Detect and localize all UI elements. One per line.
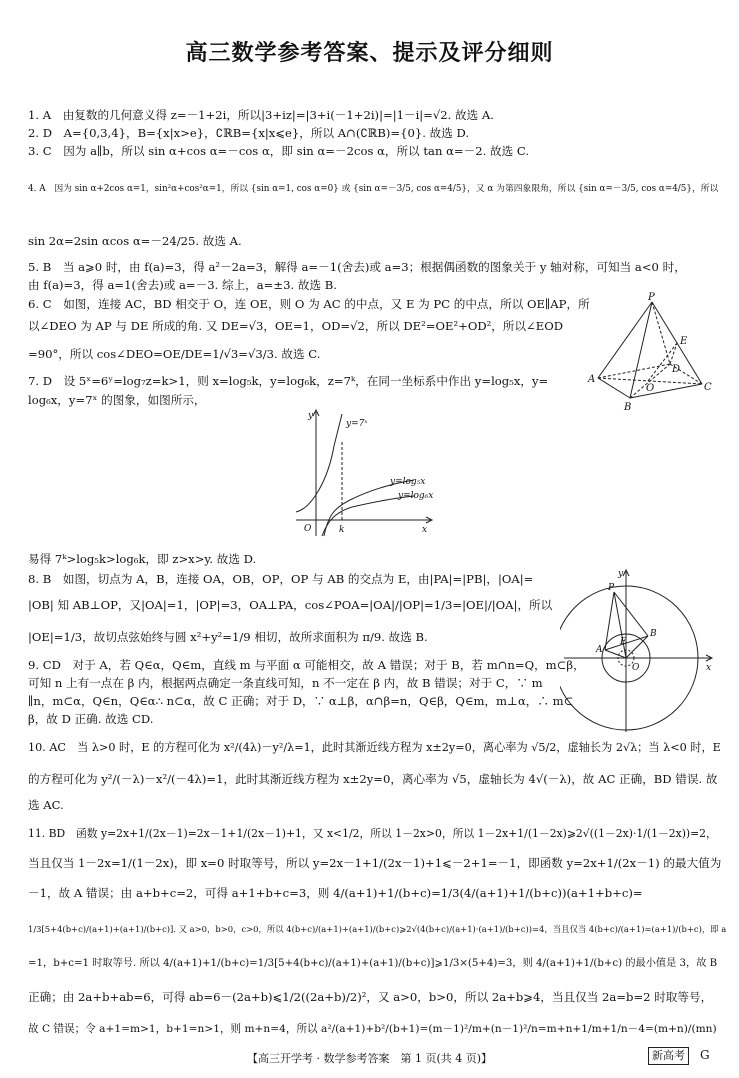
fig6-label-C: C (704, 382, 712, 393)
answer-line-3: 3. C 因为 a∥b，所以 sin α+cos α=－cos α，即 sin α=－2cos α，所以 tan α=－2. 故选 C. (28, 144, 530, 158)
answer-line-6b: 以∠DEO 为 AP 与 DE 所成的角. 又 DE=√3，OE=1，OD=√2，所以 DE²=OE²+OD²，所以∠EOD (28, 319, 564, 333)
fig8-B: B (650, 629, 657, 639)
fig8-axis-y: y (618, 569, 624, 579)
answer-line-10a: 10. AC 当 λ>0 时，E 的方程可化为 x²/(4λ)－y²/λ=1，此时其渐近线方程为 x±2y=0，离心率为 √5/2，虚轴长为 2√λ；当 λ<0 时，E (28, 741, 721, 754)
page-footer: 【高三开学考 · 数学参考答案 第 1 页(共 4 页)】 (246, 1052, 493, 1065)
answer-line-10b: 的方程可化为 y²/(－λ)－x²/(－4λ)=1，此时其渐近线方程为 x±2y=0，离心率为 √5，虚轴长为 4√(－λ)，故 AC 正确，BD 错误. 故 (28, 772, 718, 786)
fig7-origin: O (304, 524, 312, 534)
answer-line-11c: －1，故 A 错误；由 a+b+c=2，可得 a+1+b+c=3，则 4/(a+1)+1/(b+c)=1/3(4/(a+1)+1/(b+c))(a+1+b+c)= (28, 886, 643, 900)
figure-circle (560, 564, 720, 736)
fig8-origin: O (632, 663, 640, 673)
fig6-label-D: D (672, 364, 681, 375)
fig8-E: E (620, 637, 627, 647)
answer-line-5b: 由 f(a)=3，得 a=1(舍去)或 a=－3. 综上，a=±3. 故选 B. (28, 278, 337, 292)
answer-line-10c: 选 AC. (28, 798, 64, 812)
answer-line-11b: 当且仅当 1－2x=1/(1－2x)，即 x=0 时取等号，所以 y=2x－1+1/(2x－1)+1⩽－2+1=－1，即函数 y=2x+1/(2x－1) 的最大值为 (28, 856, 722, 870)
fig8-A: A (596, 645, 603, 655)
answer-line-8a: 8. B 如图，切点为 A，B，连接 OA，OB，OP，OP 与 AB 的交点为 E，由|PA|=|PB|，|OA|= (28, 572, 534, 586)
answer-line-6c: =90°，所以 cos∠DEO=OE/DE=1/√3=√3/3. 故选 C. (28, 347, 321, 361)
answer-line-6a: 6. C 如图，连接 AC，BD 相交于 O，连 OE，则 O 为 AC 的中点，又 E 为 PC 的中点，所以 OE∥AP，所 (28, 297, 590, 311)
answer-line-7c: 易得 7ᵏ>log₅k>log₆k，即 z>x>y. 故选 D. (28, 552, 257, 566)
answer-line-8b: |OB| 知 AB⊥OP，又|OA|=1，|OP|=3，OA⊥PA，cos∠POA=|OA|/|OP|=1/3=|OE|/|OA|，所以 (28, 598, 553, 612)
answer-line-11a: 11. BD 函数 y=2x+1/(2x－1)=2x－1+1/(2x－1)+1，又 x<1/2，所以 1－2x>0，所以 1－2x+1/(1－2x)⩾2√((1－2x)·1/(1－2x))=2， (28, 827, 717, 840)
answer-line-4b: sin 2α=2sin αcos α=－24/25. 故选 A. (28, 234, 242, 248)
answer-line-9a: 9. CD 对于 A，若 Q∈α，Q∈m，直线 m 与平面 α 可能相交，故 A 错误；对于 B，若 m∩n=Q，m⊂β， (28, 658, 585, 672)
answer-line-2: 2. D A={0,3,4}，B={x|x>e}，∁ℝB={x|x⩽e}，所以 A∩(∁ℝB)={0}. 故选 D. (28, 126, 470, 140)
fig7-curve-exp: y=7ˣ (346, 419, 368, 429)
fig6-label-P: P (648, 292, 655, 303)
fig6-label-E: E (680, 336, 688, 347)
fig6-label-B: B (624, 402, 632, 413)
answer-line-9d: β，故 D 正确. 故选 CD. (28, 712, 154, 726)
answer-line-7b: log₆x，y=7ˣ 的图象，如图所示， (28, 393, 206, 407)
answer-line-1: 1. A 由复数的几何意义得 z=－1+2i，所以|3+iz|=|3+i(－1+2i)|=|1－i|=√2. 故选 A. (28, 108, 494, 122)
fig8-P: P (608, 583, 615, 593)
figure-pyramid (586, 290, 716, 414)
answer-line-8c: |OE|=1/3，故切点弦始终与圆 x²+y²=1/9 相切，故所求面积为 π/9. 故选 B. (28, 630, 428, 644)
footer-badge: 新高考 (648, 1047, 689, 1065)
fig7-k: k (339, 525, 345, 535)
fig7-axis-y: y (308, 411, 314, 421)
answer-line-11f: 正确；由 2a+b+ab=6，可得 ab=6－(2a+b)⩽1/2((2a+b)/2)²，又 a>0，b>0，所以 2a+b⩾4，当且仅当 2a=b=2 时取等号， (28, 990, 713, 1004)
fig7-curve-log5: y=log₅x (390, 477, 426, 487)
answer-line-7a: 7. D 设 5ˣ=6ʸ=log₇z=k>1，则 x=log₅k，y=log₆k，z=7ᵏ，在同一坐标系中作出 y=log₅x，y= (28, 374, 549, 388)
answer-line-11e: =1，b+c=1 时取等号. 所以 4/(a+1)+1/(b+c)=1/3[5+4(b+c)/(a+1)+(a+1)/(b+c)]⩾1/3×(5+4)=3，则 4/(a+1)+1/(b+c) 的最小值是 3，故 B (28, 958, 718, 969)
page-title: 高三数学参考答案、提示及评分细则 (185, 41, 554, 66)
answer-line-11g: 故 C 错误；令 a+1=m>1，b+1=n>1，则 m+n=4，所以 a²/(a+1)+b²/(b+1)=(m－1)²/m+(n－1)²/n=m+n+1/m+1/n－4=(m+n)/(mn) (28, 1023, 717, 1035)
fig6-label-O: O (646, 383, 655, 394)
answer-line-9b: 可知 n 上有一点在 β 内，根据两点确定一条直线可知，n 不一定在 β 内，故 B 错误；对于 C，∵ m (28, 676, 543, 690)
footer-letter: G (700, 1048, 710, 1062)
answer-line-4a: 4. A 因为 sin α+2cos α=1，sin²α+cos²α=1，所以 {sin α=1, cos α=0} 或 {sin α=－3/5, cos α=4/5}，又 α 为第四象限角，所以 {sin α=－3/5, cos α=4/5}，所以 (28, 184, 719, 194)
answer-line-9c: ∥n，m⊂α，Q∈n，Q∈α∴ n⊂α，故 C 正确；对于 D，∵ α⊥β，α∩β=n，Q∈β，Q∈m，m⊥α，∴ m⊂ (28, 694, 574, 708)
fig7-axis-x: x (422, 525, 428, 535)
answer-line-5a: 5. B 当 a⩾0 时，由 f(a)=3，得 a²－2a=3，解得 a=－1(舍去)或 a=3；根据偶函数的图象关于 y 轴对称，可知当 a<0 时， (28, 260, 686, 274)
fig7-curve-log6: y=log₆x (398, 491, 434, 501)
fig8-axis-x: x (706, 663, 712, 673)
answer-line-11d: 1/3[5+4(b+c)/(a+1)+(a+1)/(b+c)]. 又 a>0，b>0，c>0，所以 4(b+c)/(a+1)+(a+1)/(b+c)⩾2√(4(b+c)/(a+1)·(a+1)/(b+c))=4，当且仅当 4(b+c)/(a+1)=(a+1)/(b+c)，即 a (28, 924, 727, 934)
figure-curves (290, 408, 440, 540)
fig6-label-A: A (588, 374, 596, 385)
